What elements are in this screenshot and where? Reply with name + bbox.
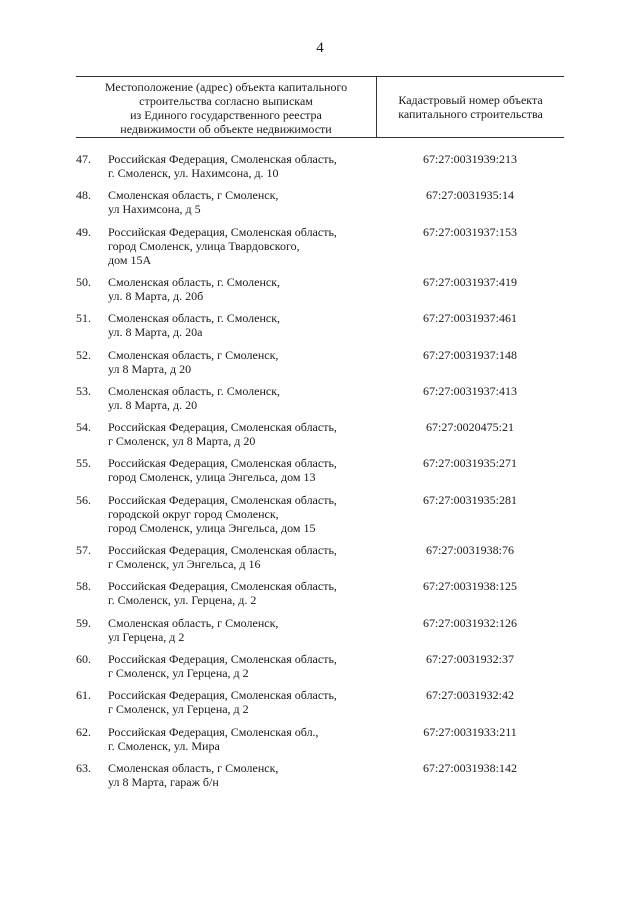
address-line: г Смоленск, ул Герцена, д 2 xyxy=(108,702,249,717)
row-number: 56. xyxy=(76,492,91,507)
table-row xyxy=(76,420,564,448)
row-address xyxy=(108,456,376,484)
address-line: город Смоленск, улица Энгельса, дом 13 xyxy=(108,470,316,485)
address-line: дом 15А xyxy=(108,252,152,267)
address-line: г. Смоленск, ул. Мира xyxy=(108,738,220,753)
row-cadastral-number: 67:27:0031937:148 xyxy=(422,347,517,362)
row-cadastral-number: 67:27:0031938:76 xyxy=(425,543,514,557)
address-line: ул Нахимсона, д 5 xyxy=(108,202,201,217)
row-address xyxy=(108,688,376,716)
header-location-line: строительства согласно выпискам xyxy=(139,94,313,108)
row-cadastral-number: 67:27:0031939:213 xyxy=(422,152,517,166)
header-cadastral-line: капитального строительства xyxy=(398,107,543,121)
address-line: Смоленская область, г Смоленск, xyxy=(108,188,279,203)
table-row xyxy=(76,456,564,484)
row-number: 54. xyxy=(76,420,91,435)
row-cadastral-number: 67:27:0031937:461 xyxy=(422,311,517,326)
address-line: Российская Федерация, Смоленская область, xyxy=(108,224,337,239)
address-line: ул. 8 Марта, д. 20 xyxy=(108,397,198,412)
row-cadastral-number: 67:27:0031935:271 xyxy=(422,456,517,471)
address-line: ул Герцена, д 2 xyxy=(108,629,185,644)
header-cadastral-column xyxy=(377,93,564,121)
row-number: 48. xyxy=(76,188,91,203)
row-number: 52. xyxy=(76,347,91,362)
row-address xyxy=(108,384,376,412)
row-number: 55. xyxy=(76,456,91,471)
table-row xyxy=(76,152,564,180)
row-cadastral-number: 67:27:0031937:419 xyxy=(422,274,517,289)
table-header xyxy=(76,76,564,138)
address-line: г Смоленск, ул 8 Марта, д 20 xyxy=(108,434,256,449)
table-row xyxy=(76,348,564,376)
header-location-column xyxy=(76,80,376,136)
address-line: Российская Федерация, Смоленская область, xyxy=(108,651,337,666)
row-address xyxy=(108,652,376,680)
address-line: город Смоленск, улица Твардовского, xyxy=(108,238,300,253)
row-number: 51. xyxy=(76,311,91,326)
table-row xyxy=(76,225,564,267)
table-row xyxy=(76,543,564,571)
row-address xyxy=(108,725,376,753)
table-row xyxy=(76,384,564,412)
address-line: Российская Федерация, Смоленская область, xyxy=(108,492,337,507)
table-row xyxy=(76,579,564,607)
row-address xyxy=(108,761,376,789)
address-line: Смоленская область, г. Смоленск, xyxy=(108,311,281,326)
address-line: Российская Федерация, Смоленская область, xyxy=(108,543,337,557)
table-row xyxy=(76,311,564,339)
address-line: Российская Федерация, Смоленская область, xyxy=(108,688,337,703)
header-cadastral-line: Кадастровый номер объекта xyxy=(398,93,543,107)
address-line: Смоленская область, г Смоленск, xyxy=(108,615,279,630)
address-line: Смоленская область, г Смоленск, xyxy=(108,760,279,775)
row-number: 49. xyxy=(76,224,91,239)
row-address xyxy=(108,275,376,303)
row-address xyxy=(108,579,376,607)
row-address xyxy=(108,616,376,644)
row-cadastral-number: 67:27:0031932:126 xyxy=(422,615,517,630)
page-number: 4 xyxy=(316,40,324,56)
address-line: Смоленская область, г. Смоленск, xyxy=(108,383,281,398)
row-number: 57. xyxy=(76,543,91,557)
address-line: г. Смоленск, ул. Герцена, д. 2 xyxy=(108,593,257,608)
row-number: 53. xyxy=(76,383,91,398)
row-address xyxy=(108,225,376,267)
row-number: 62. xyxy=(76,724,91,739)
address-line: Российская Федерация, Смоленская обл., xyxy=(108,724,319,739)
table-row xyxy=(76,275,564,303)
table-row xyxy=(76,725,564,753)
address-line: Смоленская область, г. Смоленск, xyxy=(108,274,281,289)
table-row xyxy=(76,188,564,216)
row-address xyxy=(108,188,376,216)
address-line: городской округ город Смоленск, xyxy=(108,506,279,521)
row-cadastral-number: 67:27:0031935:281 xyxy=(422,492,517,507)
address-line: ул. 8 Марта, д. 20а xyxy=(108,325,203,340)
row-cadastral-number: 67:27:0031937:413 xyxy=(422,383,517,398)
table-row xyxy=(76,493,564,535)
row-cadastral-number: 67:27:0031935:14 xyxy=(425,188,514,203)
address-line: г. Смоленск, ул. Нахимсона, д. 10 xyxy=(108,166,279,180)
row-address xyxy=(108,152,376,180)
table-row xyxy=(76,688,564,716)
row-address xyxy=(108,348,376,376)
address-line: ул 8 Марта, д 20 xyxy=(108,361,192,376)
row-cadastral-number: 67:27:0031937:153 xyxy=(422,224,517,239)
row-number: 47. xyxy=(76,152,91,166)
table-row xyxy=(76,652,564,680)
header-location-line: Местоположение (адрес) объекта капитального xyxy=(104,80,348,94)
table-row xyxy=(76,761,564,789)
row-cadastral-number: 67:27:0031932:37 xyxy=(425,651,514,666)
row-cadastral-number: 67:27:0031938:125 xyxy=(422,579,517,594)
row-number: 58. xyxy=(76,579,91,594)
row-number: 60. xyxy=(76,651,91,666)
table-row xyxy=(76,616,564,644)
row-cadastral-number: 67:27:0031932:42 xyxy=(425,688,514,703)
row-cadastral-number: 67:27:0031933:211 xyxy=(423,724,517,739)
row-cadastral-number: 67:27:0020475:21 xyxy=(425,420,514,435)
header-location-line: из Единого государственного реестра xyxy=(130,108,322,122)
address-line: Смоленская область, г Смоленск, xyxy=(108,347,279,362)
address-line: г Смоленск, ул Энгельса, д 16 xyxy=(108,557,261,571)
header-location-line: недвижимости об объекте недвижимости xyxy=(120,122,332,136)
row-cadastral-number: 67:27:0031938:142 xyxy=(422,760,517,775)
address-line: ул. 8 Марта, д. 20б xyxy=(108,288,204,303)
address-line: г Смоленск, ул Герцена, д 2 xyxy=(108,665,249,680)
row-address xyxy=(108,420,376,448)
address-line: ул 8 Марта, гараж б/н xyxy=(108,774,219,789)
address-line: Российская Федерация, Смоленская область, xyxy=(108,579,337,594)
address-line: Российская Федерация, Смоленская область, xyxy=(108,152,337,166)
address-line: город Смоленск, улица Энгельса, дом 15 xyxy=(108,520,316,535)
row-address xyxy=(108,543,376,571)
row-number: 63. xyxy=(76,760,91,775)
row-number: 59. xyxy=(76,615,91,630)
row-address xyxy=(108,311,376,339)
row-number: 61. xyxy=(76,688,91,703)
address-line: Российская Федерация, Смоленская область, xyxy=(108,420,337,435)
row-number: 50. xyxy=(76,274,91,289)
row-address xyxy=(108,493,376,535)
address-line: Российская Федерация, Смоленская область, xyxy=(108,456,337,471)
